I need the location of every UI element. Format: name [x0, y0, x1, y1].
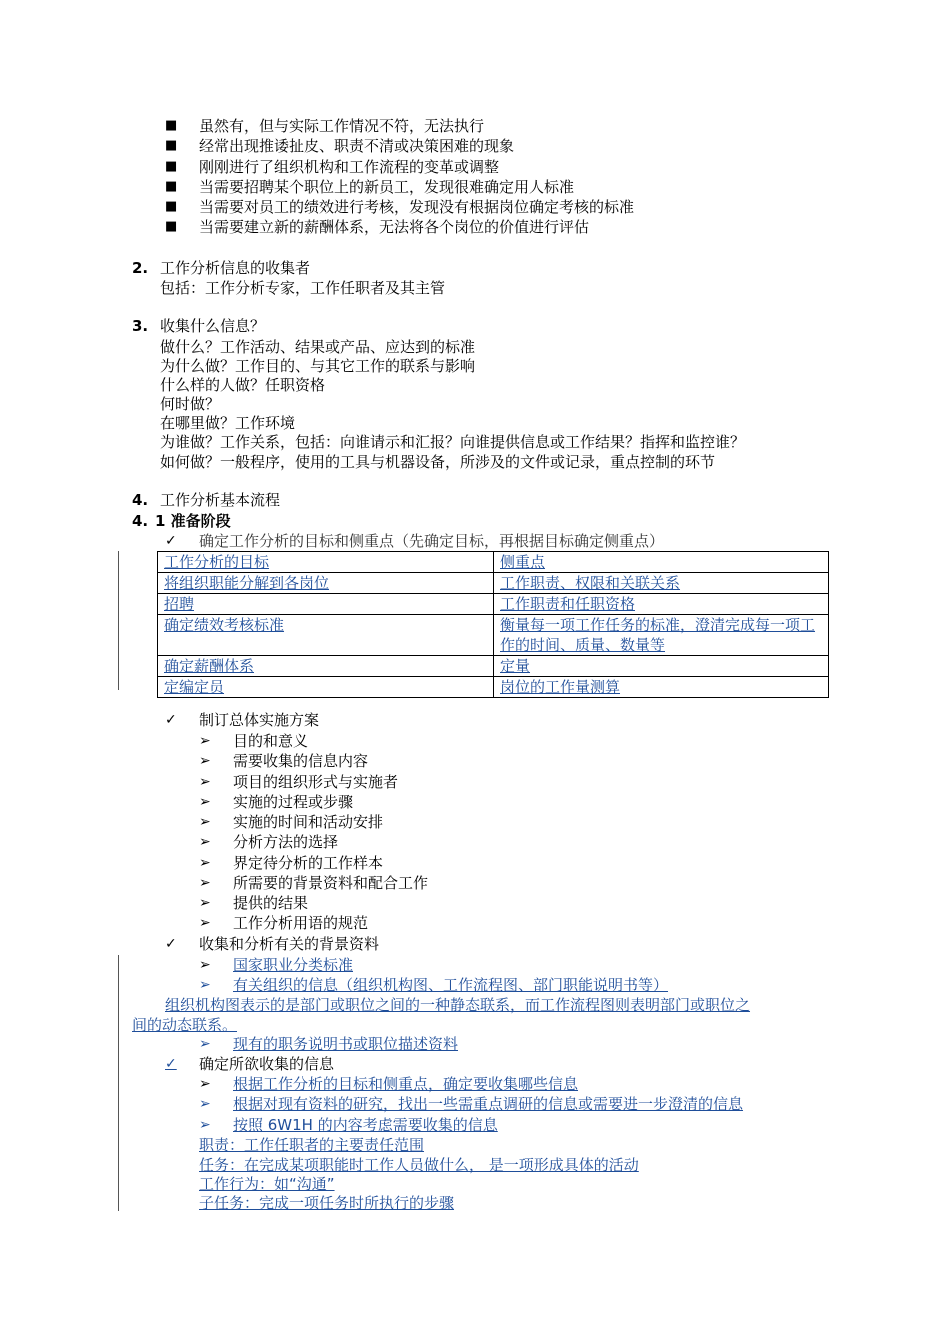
section-3-number: 3.	[132, 317, 149, 335]
check-item-goals: 确定工作分析的目标和侧重点（先确定目标，再根据目标确定侧重点）	[199, 532, 665, 550]
checkmark-icon: ✓	[165, 1056, 177, 1072]
table-cell: 定量	[494, 656, 829, 677]
table-cell: 岗位的工作量测算	[494, 677, 829, 698]
revision-bar	[118, 551, 119, 690]
definition-line: 职责：工作任职者的主要责任范围	[199, 1136, 425, 1154]
list-item: 需要收集的信息内容	[233, 752, 369, 770]
list-item: 经常出现推诿扯皮、职责不清或决策困难的现象	[199, 137, 515, 155]
list-item: 分析方法的选择	[233, 833, 339, 851]
paragraph-line: 间的动态联系。	[132, 1016, 238, 1034]
section-3-title: 收集什么信息？	[160, 317, 266, 335]
checkmark-icon: ✓	[165, 936, 177, 952]
square-bullet-icon: ■	[165, 219, 178, 234]
subsection-number: 4.	[132, 512, 149, 530]
subsection-title: 1 准备阶段	[155, 512, 231, 530]
table-cell: 工作职责、权限和关联关系	[494, 573, 829, 594]
list-item: 虽然有，但与实际工作情况不符，无法执行	[199, 117, 485, 135]
section-3-line: 做什么？工作活动、结果或产品、应达到的标准	[160, 338, 476, 356]
list-item: 所需要的背景资料和配合工作	[233, 874, 429, 892]
table-cell: 衡量每一项工作任务的标准，澄清完成每一项工作的时间、质量、数量等	[494, 615, 829, 656]
section-2-number: 2.	[132, 259, 149, 277]
check-item-plan: 制订总体实施方案	[199, 711, 320, 729]
arrow-bullet-icon: ➢	[199, 814, 211, 830]
arrow-bullet-icon: ➢	[199, 1076, 211, 1092]
arrow-bullet-icon: ➢	[199, 834, 211, 850]
list-item: 当需要对员工的绩效进行考核，发现没有根据岗位确定考核的标准	[199, 198, 635, 216]
info-item: 根据工作分析的目标和侧重点，确定要收集哪些信息	[233, 1075, 579, 1093]
table-header-goal: 工作分析的目标	[158, 552, 494, 573]
arrow-bullet-icon: ➢	[199, 753, 211, 769]
arrow-bullet-icon: ➢	[199, 977, 211, 993]
definition-line: 任务：在完成某项职能时工作人员做什么， 是一项形成具体的活动	[199, 1156, 639, 1174]
section-2-body: 包括：工作分析专家，工作任职者及其主管	[160, 279, 446, 297]
info-item: 按照 6W1H 的内容考虑需要收集的信息	[233, 1116, 498, 1134]
list-item: 目的和意义	[233, 732, 309, 750]
list-item: 当需要建立新的薪酬体系，无法将各个岗位的价值进行评估	[199, 218, 590, 236]
list-item: 实施的过程或步骤	[233, 793, 354, 811]
definition-line: 工作行为：如“沟通”	[199, 1175, 335, 1193]
check-item-background: 收集和分析有关的背景资料	[199, 935, 380, 953]
background-item: 有关组织的信息（组织机构图、工作流程图、部门职能说明书等）	[233, 976, 669, 994]
table-cell: 将组织职能分解到各岗位	[158, 573, 494, 594]
background-item: 现有的职务说明书或职位描述资料	[233, 1035, 459, 1053]
table-cell: 确定薪酬体系	[158, 656, 494, 677]
list-item: 提供的结果	[233, 894, 309, 912]
table-cell: 确定绩效考核标准	[158, 615, 494, 656]
section-3-line: 为什么做？工作目的、与其它工作的联系与影响	[160, 357, 476, 375]
section-4-number: 4.	[132, 491, 149, 509]
square-bullet-icon: ■	[165, 118, 178, 133]
background-item: 国家职业分类标准	[233, 956, 354, 974]
table-row	[158, 677, 829, 698]
arrow-bullet-icon: ➢	[199, 1036, 211, 1052]
arrow-bullet-icon: ➢	[199, 875, 211, 891]
section-2-title: 工作分析信息的收集者	[160, 259, 311, 277]
table-row	[158, 615, 829, 656]
section-3-line: 为谁做？工作关系，包括：向谁请示和汇报？向谁提供信息或工作结果？指挥和监控谁？	[160, 433, 746, 451]
arrow-bullet-icon: ➢	[199, 895, 211, 911]
square-bullet-icon: ■	[165, 159, 178, 174]
section-4-title: 工作分析基本流程	[160, 491, 281, 509]
square-bullet-icon: ■	[165, 179, 178, 194]
list-item: 项目的组织形式与实施者	[233, 773, 399, 791]
table-header-row	[158, 552, 829, 573]
list-item: 实施的时间和活动安排	[233, 813, 384, 831]
list-item: 当需要招聘某个职位上的新员工，发现很难确定用人标准	[199, 178, 575, 196]
arrow-bullet-icon: ➢	[199, 915, 211, 931]
list-item: 工作分析用语的规范	[233, 914, 369, 932]
analysis-goals-table	[157, 551, 829, 698]
table-header-focus: 侧重点	[494, 552, 829, 573]
arrow-bullet-icon: ➢	[199, 957, 211, 973]
paragraph-line: 组织机构图表示的是部门或职位之间的一种静态联系，而工作流程图则表明部门或职位之	[165, 996, 751, 1014]
section-3-line: 何时做？	[160, 395, 221, 413]
section-3-line: 什么样的人做？任职资格	[160, 376, 326, 394]
section-3-line: 在哪里做？工作环境	[160, 414, 296, 432]
arrow-bullet-icon: ➢	[199, 855, 211, 871]
revision-bar	[118, 955, 119, 1211]
definition-line: 子任务：完成一项任务时所执行的步骤	[199, 1194, 455, 1212]
section-3-line: 如何做？一般程序，使用的工具与机器设备，所涉及的文件或记录，重点控制的环节	[160, 453, 716, 471]
square-bullet-icon: ■	[165, 138, 178, 153]
table-cell: 招聘	[158, 594, 494, 615]
table-cell: 工作职责和任职资格	[494, 594, 829, 615]
table-row	[158, 656, 829, 677]
table-row	[158, 573, 829, 594]
arrow-bullet-icon: ➢	[199, 1096, 211, 1112]
checkmark-icon: ✓	[165, 712, 177, 728]
info-item: 根据对现有资料的研究，找出一些需重点调研的信息或需要进一步澄清的信息	[233, 1095, 744, 1113]
arrow-bullet-icon: ➢	[199, 774, 211, 790]
checkmark-icon: ✓	[165, 533, 177, 549]
list-item: 界定待分析的工作样本	[233, 854, 384, 872]
square-bullet-icon: ■	[165, 199, 178, 214]
list-item: 刚刚进行了组织机构和工作流程的变革或调整	[199, 158, 500, 176]
arrow-bullet-icon: ➢	[199, 1117, 211, 1133]
arrow-bullet-icon: ➢	[199, 794, 211, 810]
table-row	[158, 594, 829, 615]
arrow-bullet-icon: ➢	[199, 733, 211, 749]
table-cell: 定编定员	[158, 677, 494, 698]
check-item-info: 确定所欲收集的信息	[199, 1055, 335, 1073]
